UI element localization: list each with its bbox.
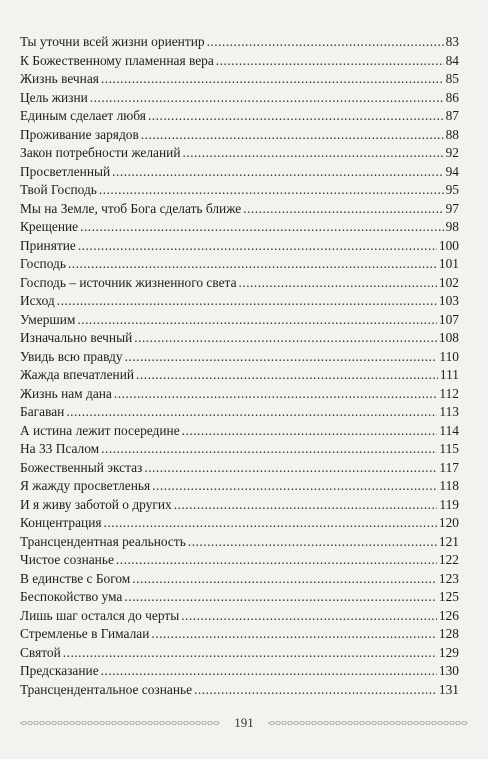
toc-dot-leader: [216, 52, 444, 71]
toc-entry[interactable]: [20, 514, 459, 533]
toc-entry-title: Закон потребности желаний: [20, 145, 181, 160]
toc-dot-leader: [183, 144, 444, 163]
toc-entry-title: Изначально вечный: [20, 330, 133, 345]
toc-dot-leader: [101, 70, 444, 89]
toc-entry-title: На 33 Псалом: [20, 441, 100, 456]
toc-entry-page: 102: [438, 274, 459, 290]
toc-dot-leader: [239, 274, 437, 293]
toc-entry-title: Концентрация: [20, 515, 102, 530]
toc-entry[interactable]: [20, 89, 459, 108]
toc-dot-leader: [114, 385, 438, 404]
toc-entry-title: Цель жизни: [20, 89, 88, 105]
toc-entry-title: Божественный экстаз: [20, 459, 143, 475]
toc-entry[interactable]: [20, 144, 459, 163]
toc-entry-title: Чистое сознанье: [20, 552, 114, 567]
toc-entry-page: 114: [439, 422, 459, 438]
toc-entry[interactable]: [20, 681, 459, 700]
toc-dot-leader: [68, 255, 437, 274]
toc-entry-page: 95: [445, 182, 459, 197]
toc-entry-title: К Божественному пламенная вера: [20, 52, 214, 68]
toc-entry[interactable]: [20, 163, 459, 182]
toc-entry-title: Жизнь вечная: [20, 71, 99, 86]
toc-entry-page: 119: [439, 496, 459, 512]
toc-dot-leader: [243, 200, 443, 219]
toc-entry-title: Святой: [20, 644, 61, 660]
toc-entry-page: 113: [439, 404, 459, 419]
toc-entry-title: Жизнь нам дана: [20, 385, 112, 401]
toc-dot-leader: [116, 551, 437, 570]
toc-entry-page: 92: [445, 145, 459, 160]
toc-entry[interactable]: [20, 403, 459, 422]
table-of-contents: [20, 33, 459, 699]
toc-entry-title: Просветленный: [20, 163, 111, 179]
toc-entry-title: Трансцендентная реальность: [20, 533, 186, 549]
toc-entry-page: 103: [438, 293, 459, 308]
toc-entry-page: 122: [438, 552, 459, 567]
toc-entry-title: А истина лежит посередине: [20, 422, 180, 438]
toc-dot-leader: [99, 181, 444, 200]
toc-dot-leader: [104, 514, 437, 533]
toc-dot-leader: [66, 403, 437, 422]
toc-entry[interactable]: [20, 385, 459, 404]
toc-entry-title: Господь: [20, 256, 66, 271]
toc-entry-page: 94: [445, 163, 459, 179]
toc-dot-leader: [132, 570, 437, 589]
page-footer: [20, 708, 468, 738]
toc-entry[interactable]: [20, 200, 459, 219]
toc-dot-leader: [101, 440, 437, 459]
toc-entry[interactable]: [20, 459, 459, 478]
toc-entry-page: 123: [438, 570, 459, 586]
toc-entry-page: 121: [438, 533, 459, 549]
toc-dot-leader: [63, 644, 437, 663]
toc-entry-title: Предсказание: [20, 663, 99, 678]
toc-entry-page: 107: [438, 311, 459, 327]
toc-entry-title: Мы на Земле, чтоб Бога сделать ближе: [20, 200, 242, 216]
toc-dot-leader: [136, 366, 438, 385]
toc-dot-leader: [207, 33, 444, 52]
toc-entry-page: 118: [439, 478, 459, 493]
toc-dot-leader: [144, 459, 437, 478]
toc-dot-leader: [90, 89, 444, 108]
toc-entry-title: Принятие: [20, 237, 76, 253]
toc-entry[interactable]: [20, 70, 459, 89]
toc-entry[interactable]: [20, 496, 459, 515]
toc-entry[interactable]: [20, 329, 459, 348]
toc-entry-page: 120: [438, 515, 459, 530]
toc-entry-title: Крещение: [20, 219, 79, 234]
left-ornament-divider: [20, 719, 220, 727]
toc-entry-title: Господь – источник жизненного света: [20, 274, 237, 290]
toc-entry[interactable]: [20, 181, 459, 200]
toc-entry[interactable]: [20, 551, 459, 570]
toc-entry[interactable]: [20, 440, 459, 459]
toc-entry-title: Умершим: [20, 311, 76, 327]
toc-dot-leader: [124, 588, 437, 607]
toc-entry[interactable]: [20, 52, 459, 71]
toc-entry-page: 128: [438, 626, 459, 641]
toc-entry-page: 117: [439, 459, 459, 475]
toc-entry[interactable]: [20, 607, 459, 626]
toc-entry[interactable]: [20, 662, 459, 681]
toc-entry-page: 86: [445, 89, 459, 105]
toc-entry-title: Беспокойство ума: [20, 589, 123, 604]
toc-dot-leader: [174, 496, 438, 515]
toc-dot-leader: [78, 237, 437, 256]
toc-entry-page: 130: [438, 663, 459, 678]
toc-entry[interactable]: [20, 644, 459, 663]
toc-entry-page: 85: [445, 71, 459, 86]
toc-entry[interactable]: [20, 422, 459, 441]
toc-entry-page: 110: [439, 348, 459, 364]
toc-entry-title: Стремленье в Гималаи: [20, 626, 150, 641]
toc-entry-page: 129: [438, 644, 459, 660]
toc-dot-leader: [112, 163, 443, 182]
toc-entry-page: 111: [439, 367, 459, 382]
toc-entry[interactable]: [20, 533, 459, 552]
toc-entry-page: 88: [445, 126, 459, 142]
toc-entry-page: 108: [438, 330, 459, 345]
toc-entry-title: Жажда впечатлений: [20, 367, 135, 382]
toc-entry[interactable]: [20, 33, 459, 52]
toc-entry[interactable]: [20, 126, 459, 145]
toc-entry[interactable]: [20, 588, 459, 607]
toc-entry[interactable]: [20, 366, 459, 385]
toc-entry-title: В единстве с Богом: [20, 570, 131, 586]
toc-dot-leader: [134, 329, 437, 348]
toc-entry-title: Исход: [20, 293, 55, 308]
toc-entry[interactable]: [20, 107, 459, 126]
toc-dot-leader: [77, 311, 437, 330]
toc-entry-page: 97: [445, 200, 459, 216]
toc-entry-title: Ты уточни всей жизни ориентир: [20, 34, 205, 49]
toc-entry[interactable]: [20, 292, 459, 311]
toc-entry-title: Увидь всю правду: [20, 348, 123, 364]
toc-dot-leader: [57, 292, 437, 311]
toc-dot-leader: [125, 348, 438, 367]
toc-entry[interactable]: [20, 311, 459, 330]
toc-dot-leader: [151, 625, 437, 644]
toc-entry[interactable]: [20, 237, 459, 256]
toc-entry-title: Единым сделает любя: [20, 108, 146, 123]
toc-dot-leader: [80, 218, 444, 237]
toc-dot-leader: [181, 607, 437, 626]
page-number: 191: [234, 715, 254, 730]
toc-entry-page: 115: [439, 441, 459, 456]
right-ornament-divider: [268, 719, 468, 727]
toc-entry[interactable]: [20, 255, 459, 274]
toc-dot-leader: [194, 681, 437, 700]
toc-dot-leader: [141, 126, 444, 145]
toc-entry-title: Багаван: [20, 404, 65, 419]
toc-entry-page: 84: [445, 52, 459, 68]
toc-entry-page: 125: [438, 589, 459, 604]
toc-entry-page: 83: [445, 34, 459, 49]
toc-dot-leader: [101, 662, 437, 681]
toc-dot-leader: [152, 477, 437, 496]
toc-entry-title: Проживание зарядов: [20, 126, 139, 142]
toc-entry[interactable]: [20, 274, 459, 293]
toc-entry-title: И я живу заботой о других: [20, 496, 172, 512]
toc-entry-page: 87: [445, 108, 459, 123]
toc-entry[interactable]: [20, 348, 459, 367]
toc-entry-title: Трансцендентальное сознанье: [20, 681, 193, 697]
toc-entry[interactable]: [20, 218, 459, 237]
toc-dot-leader: [188, 533, 437, 552]
toc-entry-page: 98: [445, 219, 459, 234]
toc-entry-title: Твой Господь: [20, 182, 97, 197]
toc-entry-page: 100: [438, 237, 459, 253]
toc-entry-page: 112: [439, 385, 459, 401]
toc-entry-page: 101: [438, 256, 459, 271]
toc-entry-page: 126: [438, 607, 459, 623]
toc-entry[interactable]: [20, 570, 459, 589]
toc-entry[interactable]: [20, 625, 459, 644]
toc-dot-leader: [182, 422, 438, 441]
toc-entry-title: Я жажду просветленья: [20, 478, 151, 493]
toc-dot-leader: [148, 107, 444, 126]
toc-entry-title: Лишь шаг остался до черты: [20, 607, 180, 623]
toc-entry-page: 131: [438, 681, 459, 697]
toc-entry[interactable]: [20, 477, 459, 496]
